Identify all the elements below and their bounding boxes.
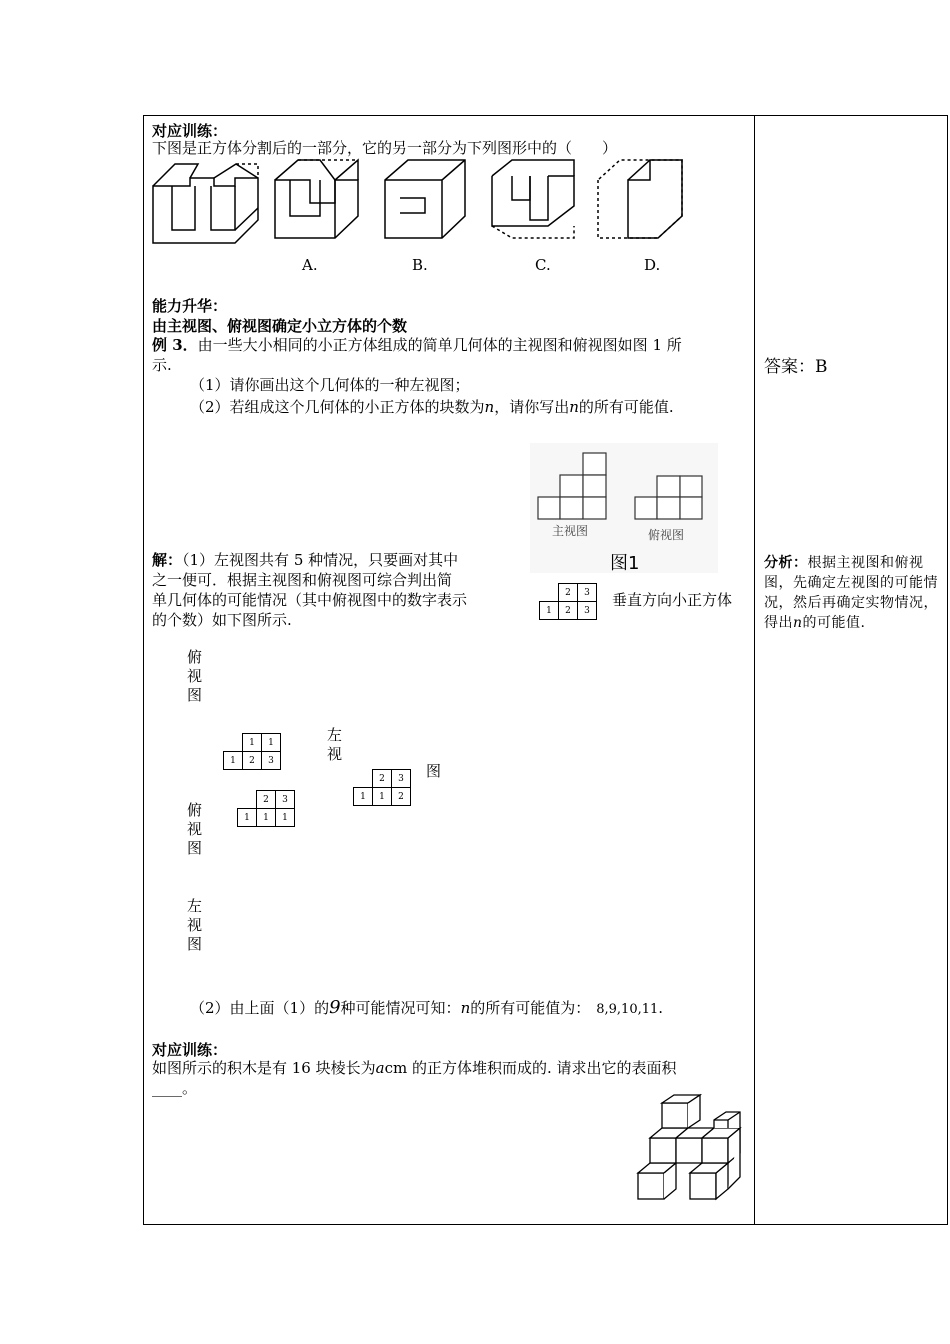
part2-c: 的所有可能值为： (470, 999, 591, 1017)
grid-cell: 2 (559, 602, 578, 620)
part2-var: n (460, 999, 471, 1017)
example-text-line2: 示. (152, 356, 172, 374)
question-2-var-2: n (569, 398, 579, 416)
solution-label: 解： (152, 551, 183, 569)
grid-cell: 1 (276, 809, 295, 827)
grid-cell: 1 (354, 788, 373, 806)
section3-line1-b: cm 的正方体堆积而成的. 请求出它的表面积 (384, 1059, 677, 1077)
grid-cell: 3 (392, 770, 411, 788)
answer: 答案：B (764, 357, 828, 377)
char: 图 (187, 935, 203, 953)
vertical-label-3: 图 (426, 762, 442, 780)
grid-cell: 1 (257, 809, 276, 827)
part2-b: 种可能情况可知： (340, 999, 461, 1017)
grid-cell: 3 (578, 602, 597, 620)
example-3 (152, 335, 682, 355)
section3-line2: ____。 (152, 1079, 198, 1097)
question-2-var: n (484, 398, 495, 416)
section3-heading: 对应训练： (152, 1041, 228, 1059)
solution-line1-text: （1）左视图共有 5 种情况，只要画对其中 (182, 551, 459, 569)
question-2-part-c: 的所有可能值. (578, 398, 674, 416)
grid-cell: 3 (262, 752, 281, 770)
option-c-label: C. (535, 256, 551, 274)
figure-caption: 图1 (610, 553, 640, 574)
part2-end: . (658, 999, 664, 1017)
question-1: （1）请你画出这个几何体的一种左视图； (190, 376, 470, 394)
grid-cell: 1 (243, 734, 262, 752)
char: 视 (327, 745, 343, 763)
char: 视 (187, 916, 203, 934)
char: 左 (327, 726, 343, 744)
char: 左 (187, 897, 203, 915)
stacked-cubes-figure (630, 1093, 750, 1208)
grid-cell: 2 (373, 770, 392, 788)
top-view-grid (539, 583, 597, 620)
section1-heading: 对应训练： (152, 122, 228, 140)
question-2-part-b: ，请你写出 (494, 398, 570, 416)
char: 图 (187, 839, 203, 857)
part2-num: 9 (329, 997, 341, 1018)
section3-var: a (375, 1059, 385, 1077)
section3-line1 (152, 1058, 677, 1078)
part2-a: （2）由上面（1）的 (190, 999, 330, 1017)
char: 俯 (187, 648, 203, 666)
grid-cell: 2 (392, 788, 411, 806)
figure-1 (530, 443, 718, 573)
char: 俯 (187, 801, 203, 819)
option-d-label: D. (644, 256, 661, 274)
example-text-line1: 由一些大小相同的小正方体组成的简单几何体的主视图和俯视图如图 1 所 (197, 336, 682, 354)
case-grid-b (353, 769, 411, 806)
analysis-var: n (793, 615, 803, 631)
char: 图 (187, 686, 203, 704)
option-a-label: A. (302, 256, 318, 274)
example-label: 例 3． (152, 336, 198, 354)
section1-question: 下图是正方体分割后的一部分，它的另一部分为下列图形中的（ ） (152, 139, 618, 157)
solution-line2: 之一便可．根据主视图和俯视图可综合判出简 (152, 571, 453, 589)
part2-values: 8,9,10,11 (596, 1002, 659, 1017)
section2-subheading: 由主视图、俯视图确定小立方体的个数 (152, 317, 408, 335)
grid-cell: 1 (238, 809, 257, 827)
analysis-label: 分析： (764, 555, 808, 571)
solution-line4: 的个数）如下图所示. (152, 611, 292, 629)
analysis-end: 的可能值. (802, 615, 866, 631)
solution-right-text: 垂直方向小正方体 (612, 591, 733, 609)
analysis-text: 根据主视图和俯视图，先确定左视图的可能情况，然后再确定实物情况，得出 (764, 555, 938, 631)
vertical-label-1 (187, 648, 203, 705)
case-grid-a (223, 733, 281, 770)
analysis (764, 553, 939, 633)
grid-cell: 3 (578, 584, 597, 602)
question-2 (190, 397, 674, 417)
grid-cell: 2 (243, 752, 262, 770)
grid-cell: 1 (373, 788, 392, 806)
solution-part2 (190, 998, 663, 1020)
vertical-label-2 (327, 726, 343, 764)
grid-cell: 2 (559, 584, 578, 602)
grid-cell: 1 (262, 734, 281, 752)
solution-line1 (152, 550, 458, 570)
char: 视 (187, 820, 203, 838)
solution-line3: 单几何体的可能情况（其中俯视图中的数字表示 (152, 591, 468, 609)
cube-options-figure (150, 158, 695, 253)
question-2-part-a: （2）若组成这个几何体的小正方体的块数为 (190, 398, 485, 416)
main-view-label: 主视图 (552, 524, 589, 538)
grid-cell: 1 (540, 602, 559, 620)
vertical-label-5 (187, 897, 203, 954)
grid-cell: 3 (276, 791, 295, 809)
char: 视 (187, 667, 203, 685)
column-divider (754, 115, 755, 1225)
vertical-label-4 (187, 801, 203, 858)
section3-line1-a: 如图所示的积木是有 16 块棱长为 (152, 1059, 376, 1077)
top-view-label: 俯视图 (648, 528, 685, 542)
case-grid-c (237, 790, 295, 827)
option-b-label: B. (412, 256, 428, 274)
grid-cell: 1 (224, 752, 243, 770)
grid-cell: 2 (257, 791, 276, 809)
section2-heading: 能力升华： (152, 297, 228, 315)
